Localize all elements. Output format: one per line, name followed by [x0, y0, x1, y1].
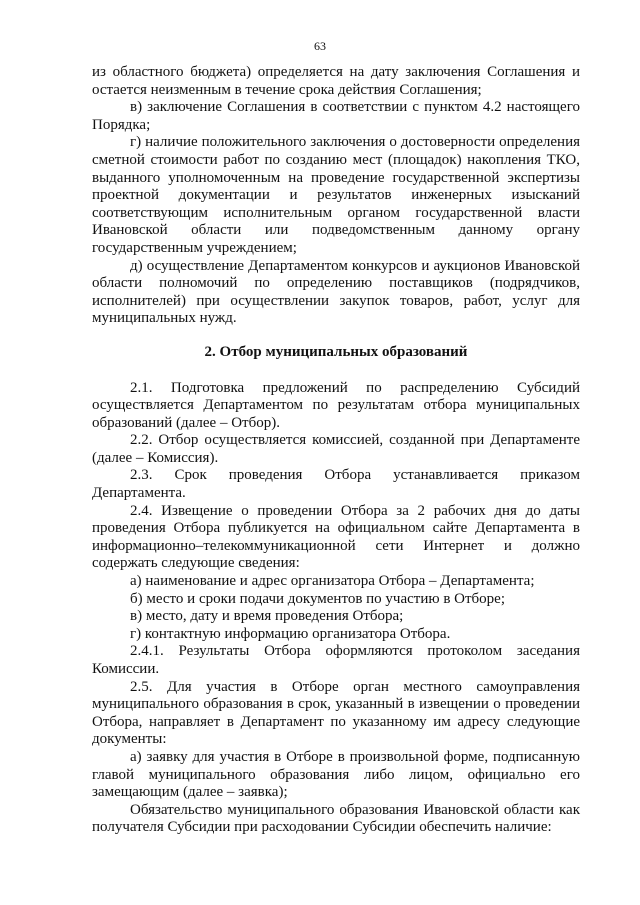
document-item-a: а) заявку для участия в Отборе в произвольной форме, подписанную главой муниципального образования либо лицом, официально его замещающим (далее – заявка);: [92, 748, 580, 801]
paragraph-2-2: 2.2. Отбор осуществляется комиссией, созданной при Департаменте (далее – Комиссия).: [92, 432, 580, 466]
page-number: 63: [314, 39, 326, 53]
document-body: [92, 64, 580, 837]
list-item-a: а) наименование и адрес организатора Отбора – Департамента;: [130, 573, 535, 590]
paragraph-2-4-1: 2.4.1. Результаты Отбора оформляются протоколом заседания Комиссии.: [92, 643, 580, 677]
list-item-b: б) место и сроки подачи документов по участию в Отборе;: [130, 590, 505, 607]
paragraph-item-v: в) заключение Соглашения в соответствии с пунктом 4.2 настоящего Порядка;: [92, 99, 580, 133]
paragraph-2-4: 2.4. Извещение о проведении Отбора за 2 рабочих дня до даты проведения Отбора публикуется на официальном сайте Департамента в информационно–телекоммуникационной сети Интернет и должно содержать следующие сведения:: [92, 502, 580, 572]
paragraph-continuation: из областного бюджета) определяется на дату заключения Соглашения и остается неизменным в течение срока действия Соглашения;: [92, 64, 580, 98]
paragraph-obligation: Обязательство муниципального образования Ивановской области как получателя Субсидии при расходовании Субсидии обеспечить наличие:: [92, 801, 580, 836]
paragraph-2-1: 2.1. Подготовка предложений по распределению Субсидий осуществляется Департаментом по результатам отбора муниципальных образований (далее – Отбор).: [92, 379, 580, 431]
paragraph-item-g: г) наличие положительного заключения о достоверности определения сметной стоимости работ по созданию мест (площадок) накопления ТКО, выданного уполномоченным на проведение государственной экспертизы проектной документации и результатов инженерных изысканий соответствующим исполнительным органом государственной власти Ивановской области или подведомственным данному органу государственным учреждением;: [92, 134, 580, 256]
list-item-v: в) место, дату и время проведения Отбора;: [130, 608, 404, 625]
list-item-g: г) контактную информацию организатора Отбора.: [130, 625, 451, 642]
paragraph-2-3: 2.3. Срок проведения Отбора устанавливается приказом Департамента.: [92, 467, 580, 502]
paragraph-item-d: д) осуществление Департаментом конкурсов и аукционов Ивановской области полномочий по определению поставщиков (подрядчиков, исполнителей) при осуществлении закупок товаров, работ, услуг для муниципальных нужд.: [92, 257, 580, 327]
paragraph-2-5: 2.5. Для участия в Отборе орган местного самоуправления муниципального образования в срок, указанный в извещении о проведении Отбора, направляет в Департамент по указанному им адресу следующие документы:: [92, 678, 580, 748]
section-heading: 2. Отбор муниципальных образований: [204, 343, 468, 360]
